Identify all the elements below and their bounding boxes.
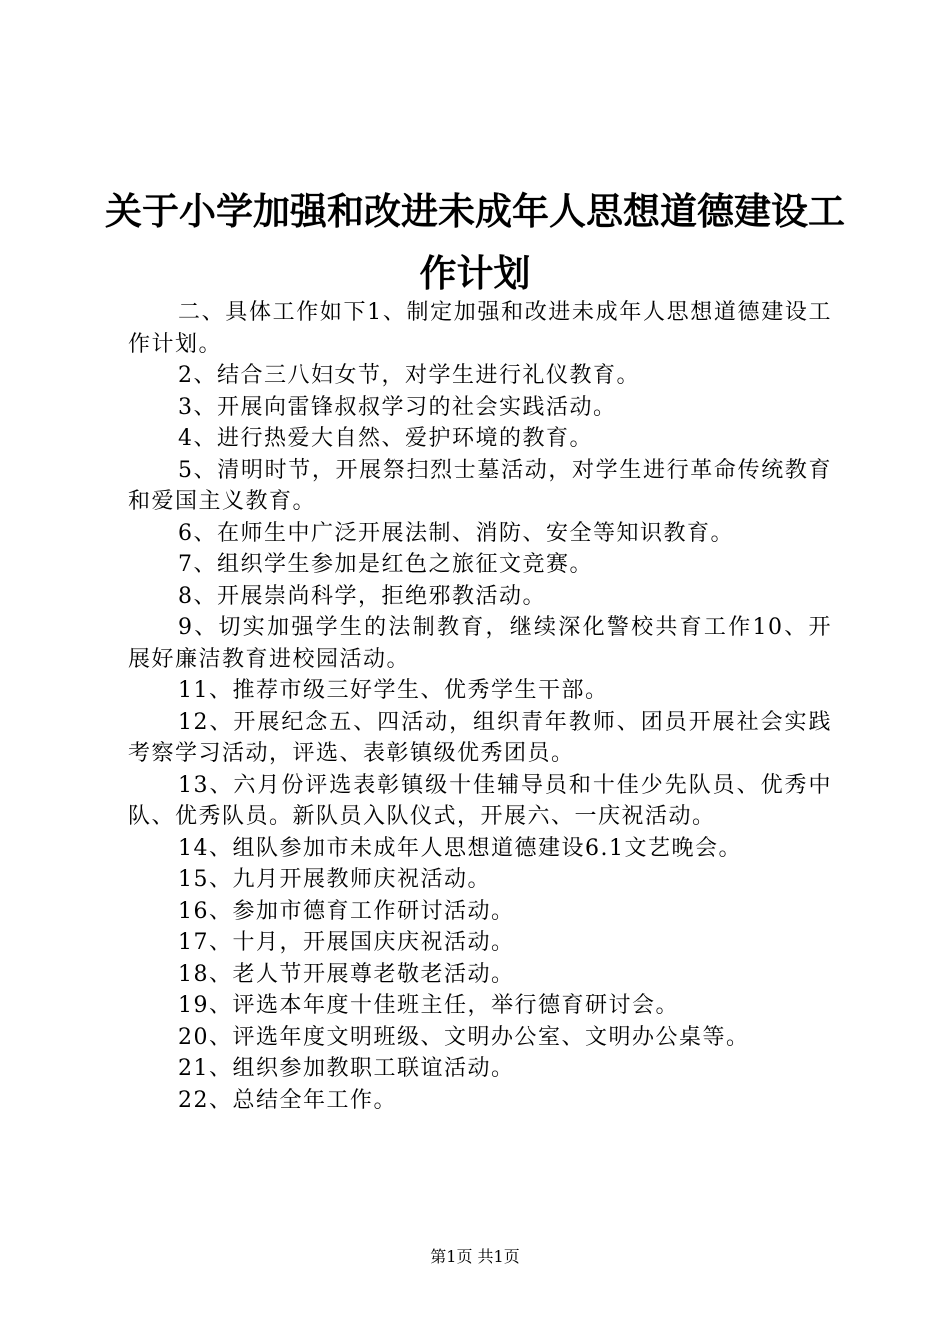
- paragraph: 22、总结全年工作。: [178, 1087, 397, 1113]
- paragraph: 5、清明时节，开展祭扫烈士墓活动，对学生进行革命传统教育和爱国主义教育。: [128, 457, 832, 514]
- paragraph: 二、具体工作如下1、制定加强和改进未成年人思想道德建设工作计划。: [128, 300, 832, 357]
- document-body: [128, 297, 832, 1116]
- paragraph: 12、开展纪念五、四活动，组织青年教师、团员开展社会实践考察学习活动，评选、表彰镇级优秀团员。: [128, 709, 832, 766]
- paragraph: 13、六月份评选表彰镇级十佳辅导员和十佳少先队员、优秀中队、优秀队员。新队员入队仪式，开展六、一庆祝活动。: [128, 772, 832, 829]
- paragraph: 18、老人节开展尊老敬老活动。: [178, 961, 515, 987]
- paragraph: 4、进行热爱大自然、爱护环境的教育。: [178, 426, 593, 451]
- paragraph: 6、在师生中广泛开展法制、消防、安全等知识教育。: [178, 520, 734, 546]
- paragraph: 7、组织学生参加是红色之旅征文竞赛。: [178, 552, 593, 577]
- paragraph: 11、推荐市级三好学生、优秀学生干部。: [178, 678, 609, 703]
- paragraph: 16、参加市德育工作研讨活动。: [178, 898, 515, 924]
- paragraph: 15、九月开展教师庆祝活动。: [178, 867, 491, 892]
- document-title: 关于小学加强和改进未成年人思想道德建设工作计划: [105, 189, 845, 295]
- paragraph: 17、十月，开展国庆庆祝活动。: [178, 930, 515, 955]
- paragraph: 8、开展崇尚科学，拒绝邪教活动。: [178, 583, 546, 609]
- paragraph: 21、组织参加教职工联谊活动。: [178, 1056, 515, 1081]
- paragraph: 2、结合三八妇女节，对学生进行礼仪教育。: [178, 363, 640, 388]
- page-footer: 第1页 共1页: [430, 1247, 520, 1266]
- paragraph: 19、评选本年度十佳班主任，举行德育研讨会。: [178, 993, 679, 1018]
- paragraph: 9、切实加强学生的法制教育，继续深化警校共育工作10、开展好廉洁教育进校园活动。: [128, 615, 832, 672]
- paragraph: 20、评选年度文明班级、文明办公室、文明办公桌等。: [178, 1024, 750, 1050]
- paragraph: 14、组队参加市未成年人思想道德建设6.1文艺晚会。: [178, 835, 742, 861]
- paragraph: 3、开展向雷锋叔叔学习的社会实践活动。: [178, 394, 617, 420]
